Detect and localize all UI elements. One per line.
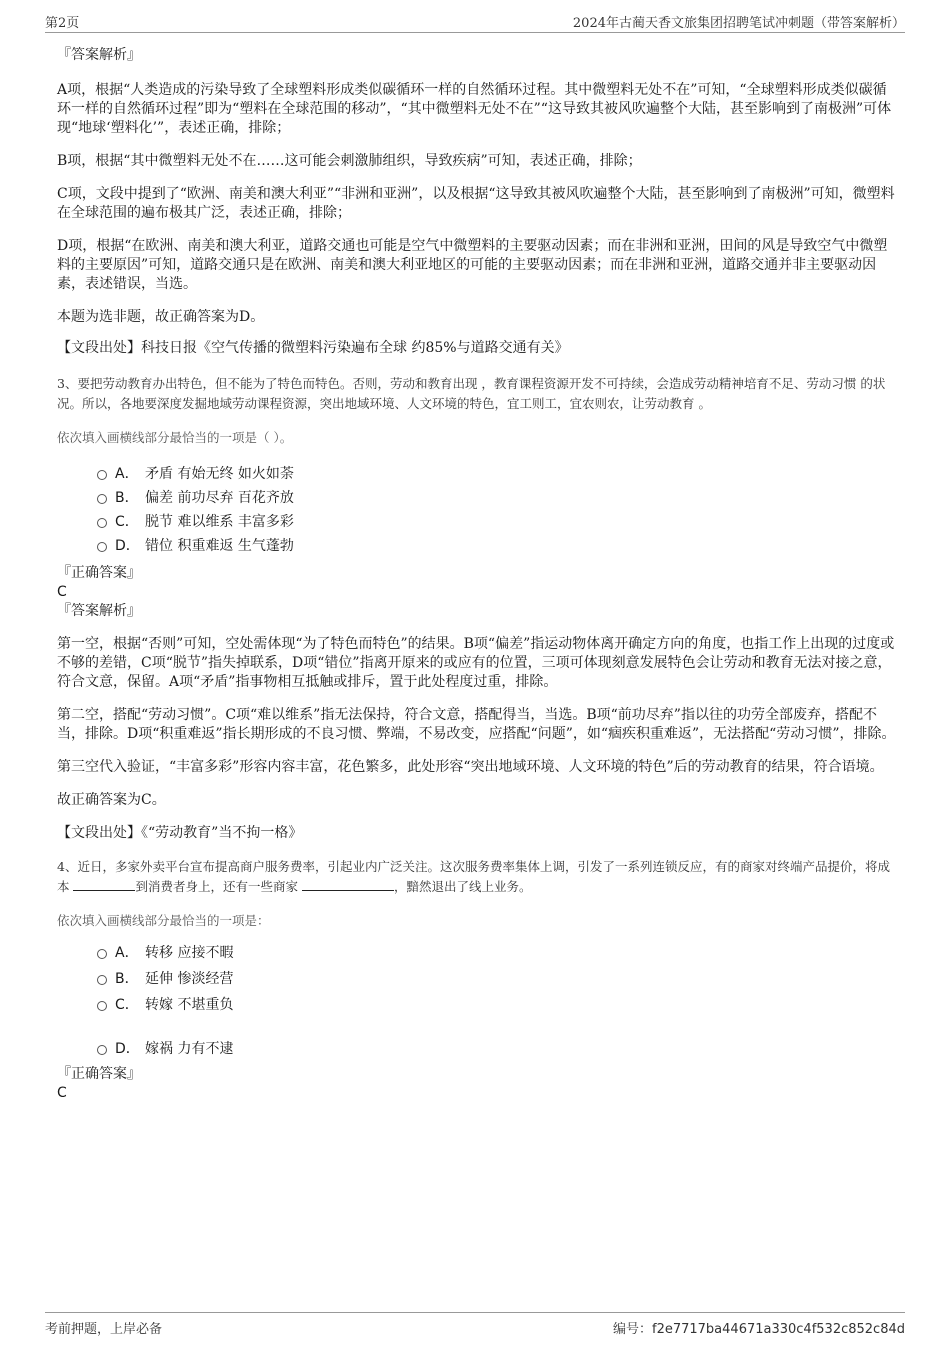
radio-icon[interactable] (97, 975, 107, 985)
q4-option-b[interactable]: B． 延伸 惨淡经营 (57, 967, 897, 993)
q3-analysis-1: 第一空，根据“否则”可知，空处需体现“为了特色而特色”的结果。B项“偏差”指运动物体离开确定方向的角度，也指工作上出现的过度或不够的差错，C项“脱节”指失掉联系，D项“错位”指离开原来的或应有的位置，三项可体现刻意发展特色会让劳动和教育无法对接之意，符合文意，保留。A项“矛盾”指事物相互抵触或排斥，置于此处程度过重，排除。 (57, 636, 895, 690)
radio-icon[interactable] (97, 470, 107, 480)
blank-2 (302, 878, 394, 891)
q3-options (57, 462, 897, 558)
q2-analysis-b: B项，根据“其中微塑料无处不在……这可能会刺激肺组织，导致疾病”可知，表述正确，排除； (57, 153, 642, 169)
q4-options (57, 941, 897, 1061)
page-number: 第2页 (45, 16, 80, 31)
q3-option-d[interactable]: D． 错位 积重难返 生气蓬勃 (57, 534, 897, 558)
q4-option-c[interactable]: C． 转嫁 不堪重负 (57, 993, 897, 1019)
blank-1 (73, 878, 135, 891)
radio-icon[interactable] (97, 1045, 107, 1055)
q3-option-a[interactable]: A． 矛盾 有始无终 如火如荼 (57, 462, 897, 486)
q2-conclusion: 本题为选非题，故正确答案为D。 (57, 309, 265, 325)
q4-option-a[interactable]: A． 转移 应接不暇 (57, 941, 897, 967)
radio-icon[interactable] (97, 494, 107, 504)
radio-icon[interactable] (97, 1001, 107, 1011)
q3-answer: C (57, 584, 67, 600)
q3-stem: 3、要把劳动教育办出特色，但不能为了特色而特色。否则，劳动和教育出现 ，教育课程资源开发不可持续，会造成劳动精神培育不足、劳动习惯 的状况。所以，各地要深度发掘地域劳动课程资源，突出地域环境、人文环境的特色，宜工则工，宜农则农，让劳动教育 。 (57, 376, 886, 411)
radio-icon[interactable] (97, 949, 107, 959)
radio-icon[interactable] (97, 518, 107, 528)
q4-answer-title: 『正确答案』 (57, 1066, 141, 1082)
q3-prompt: 依次填入画横线部分最恰当的一项是（ ）。 (57, 430, 293, 445)
q2-analysis-a: A项，根据“人类造成的污染导致了全球塑料形成类似碳循环一样的自然循环过程。其中微塑料无处不在”可知，“全球塑料形成类似碳循环一样的自然循环过程”即为“塑料在全球范围的移动”，“其中微塑料无处不在”“这导致其被风吹遍整个大陆，甚至影响到了南极洲”可体现“地球‘塑料化’”，表述正确，排除； (57, 82, 892, 136)
q2-analysis-c: C项，文段中提到了“欧洲、南美和澳大利亚”“非洲和亚洲”，以及根据“这导致其被风吹遍整个大陆，甚至影响到了南极洲”可知，微塑料在全球范围的遍布极其广泛，表述正确，排除； (57, 186, 895, 221)
q4-stem: 4、近日，多家外卖平台宣布提高商户服务费率，引起业内广泛关注。这次服务费率集体上调，引发了一系列连锁反应，有的商家对终端产品提价，将成本 到消费者身上，还有一些商家 ，黯然退出了线上业务。 (57, 859, 890, 894)
q3-analysis-2: 第二空，搭配“劳动习惯”。C项“难以维系”指无法保持，符合文意，搭配得当，当选。B项“前功尽弃”指以往的功劳全部废弃，搭配不当，排除。D项“积重难返”指长期形成的不良习惯、弊端，不易改变，应搭配“问题”，如“痼疾积重难返”，无法搭配“劳动习惯”，排除。 (57, 707, 896, 742)
q4-option-d[interactable]: D． 嫁祸 力有不逮 (57, 1037, 897, 1061)
q4-answer: C (57, 1085, 67, 1101)
document-title: 2024年古蔺天香文旅集团招聘笔试冲刺题（带答案解析） (572, 16, 905, 31)
document-body (57, 46, 897, 1103)
q3-option-b[interactable]: B． 偏差 前功尽弃 百花齐放 (57, 486, 897, 510)
page-footer (45, 1312, 905, 1337)
q2-analysis-title: 『答案解析』 (57, 47, 141, 63)
q2-source: 【文段出处】科技日报《空气传播的微塑料污染遍布全球 约85%与道路交通有关》 (57, 340, 569, 356)
q2-analysis-d: D项，根据“在欧洲、南美和澳大利亚，道路交通也可能是空气中微塑料的主要驱动因素；而在非洲和亚洲，田间的风是导致空气中微塑料的主要原因”可知，道路交通只是在欧洲、南美和澳大利亚地区的可能的主要驱动因素；而在非洲和亚洲，道路交通并非主要驱动因素，表述错误，当选。 (57, 238, 888, 292)
page-header (45, 10, 905, 33)
q3-source: 【文段出处】《“劳动教育”当不拘一格》 (57, 825, 303, 841)
q3-option-c[interactable]: C． 脱节 难以维系 丰富多彩 (57, 510, 897, 534)
q3-conclusion: 故正确答案为C。 (57, 792, 166, 808)
q3-analysis-3: 第三空代入验证，“丰富多彩”形容内容丰富，花色繁多，此处形容“突出地域环境、人文环境的特色”后的劳动教育的结果，符合语境。 (57, 759, 884, 775)
radio-icon[interactable] (97, 542, 107, 552)
footer-slogan: 考前押题，上岸必备 (45, 1322, 163, 1337)
q4-prompt: 依次填入画横线部分最恰当的一项是： (57, 913, 270, 928)
q3-answer-title: 『正确答案』 (57, 565, 141, 581)
footer-code: 编号：f2e7717ba44671a330c4f532c852c84d (612, 1322, 905, 1337)
q3-analysis-title: 『答案解析』 (57, 603, 141, 619)
